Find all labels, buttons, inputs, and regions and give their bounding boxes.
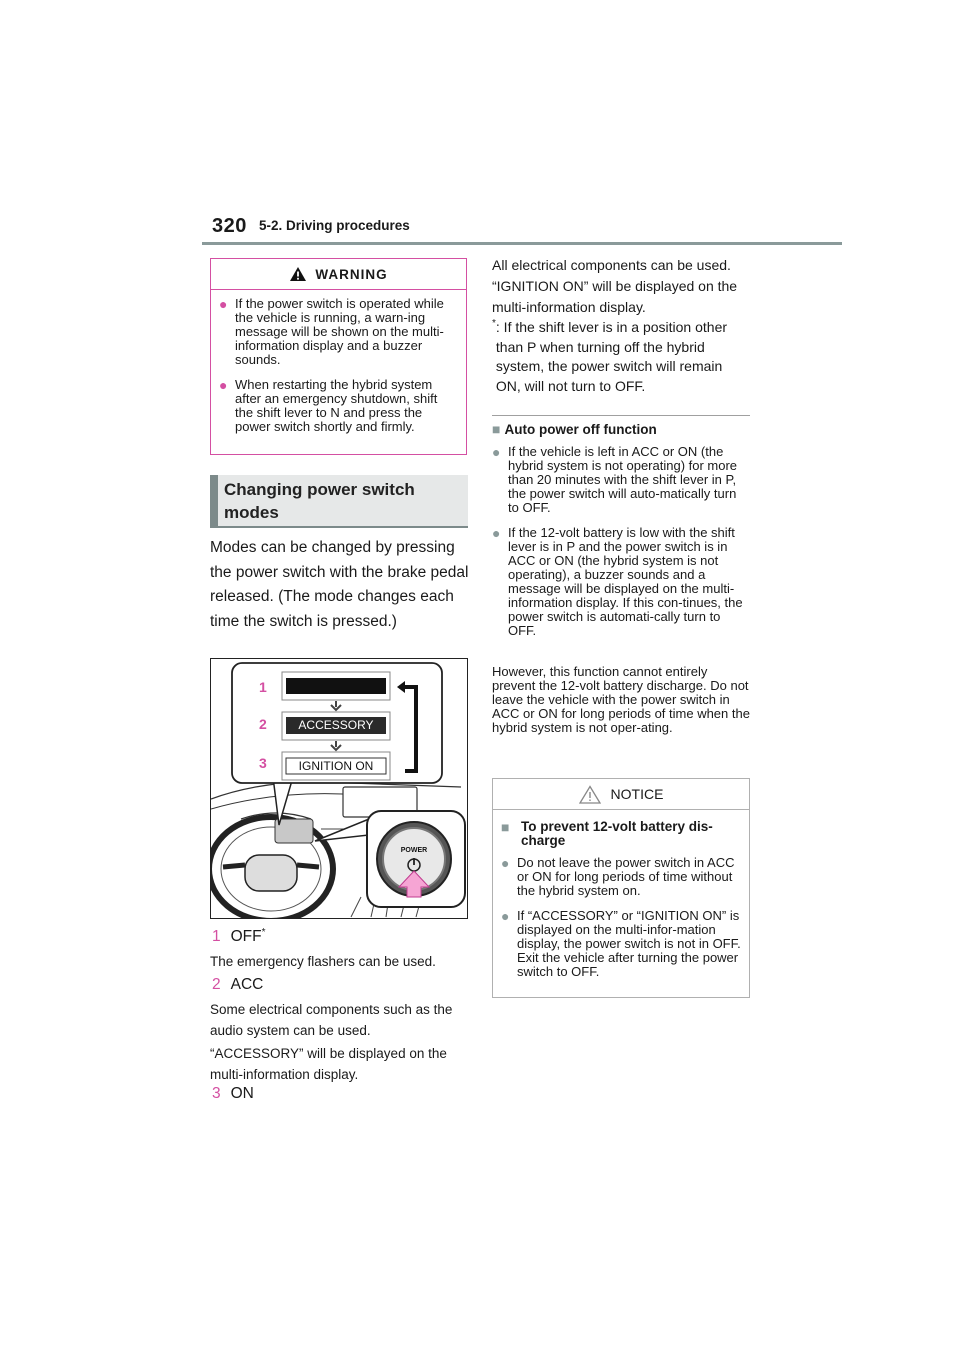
power-button-label: POWER [400, 847, 428, 854]
auto-power-off-title: Auto power off function [504, 422, 657, 437]
footnote [492, 318, 750, 396]
bullet-icon: ● [219, 296, 228, 312]
mode-number: 3 [212, 1085, 221, 1102]
mode-acc-desc-2: “ACCESSORY” will be displayed on the multi-information display. [210, 1046, 447, 1082]
footnote-mark: * [261, 927, 266, 938]
warning-icon [289, 266, 307, 282]
warning-item [219, 297, 458, 367]
list-item-text: If the vehicle is left in ACC or ON (the hybrid system is not operating) for more than 20 minutes with the shift lever in P, the power switch will auto-matically turn to OFF. [508, 444, 738, 515]
notice-item [501, 856, 741, 898]
warning-item-text: When restarting the hybrid system after an emergency shutdown, shift the shift lever to N and press the power switch shortly and firmly. [235, 377, 438, 434]
display-accessory: ACCESSORY [298, 718, 374, 732]
mode-off-desc: The emergency flashers can be used. [210, 954, 436, 969]
auto-power-off-heading [492, 421, 657, 437]
bullet-icon: ● [501, 908, 510, 924]
display-ignition-on: IGNITION ON [298, 759, 374, 773]
notice-item [501, 909, 741, 979]
mode-number: 1 [212, 928, 221, 946]
warning-title: WARNING [315, 266, 388, 282]
notice-title: NOTICE [610, 786, 664, 802]
notice-subtitle-text: To prevent 12-volt battery dis-charge [521, 819, 713, 848]
section-heading [210, 475, 468, 528]
bullet-icon: ● [492, 525, 501, 541]
auto-power-off-note: However, this function cannot entirely prevent the 12-volt battery discharge. Do not leave the vehicle with the power switch in ACC or ON for long periods of time when the hybrid system is not oper-ating. [492, 664, 750, 735]
square-icon: ■ [501, 819, 510, 835]
mode-name: ACC [230, 976, 264, 993]
warning-header [211, 259, 466, 290]
bullet-icon: ● [219, 377, 228, 393]
mode-acc-desc-1: Some electrical components such as the audio system can be used. [210, 1002, 453, 1038]
mode-name: ON [230, 1085, 254, 1102]
list-item [492, 526, 750, 638]
mode-on [212, 1085, 254, 1103]
footnote-text: : If the shift lever is in a position other than P when turning off the hybrid system, the power switch will remain ON, will not turn to OFF. [495, 319, 728, 394]
figure-label-2: 2 [259, 716, 267, 732]
notice-item-text: Do not leave the power switch in ACC or ON for long periods of time without the hybrid system on. [517, 855, 735, 898]
figure-label-3: 3 [259, 755, 267, 771]
on-desc-1: All electrical components can be used. [492, 257, 731, 273]
section-heading-bar [210, 475, 218, 526]
footnote-mark: * [492, 318, 496, 329]
warning-item [219, 378, 458, 434]
dashboard-illustration [211, 659, 467, 918]
divider [492, 415, 750, 416]
figure-label-1: 1 [259, 679, 267, 695]
mode-acc [212, 976, 263, 994]
caution-triangle-icon [579, 785, 601, 804]
header-rule [202, 242, 842, 245]
notice-subtitle [501, 820, 741, 848]
warning-item-text: If the power switch is operated while the vehicle is running, a warn-ing message will be shown on the multi-information display and a buzzer sounds. [235, 296, 444, 367]
mode-off [212, 927, 266, 946]
mode-name: OFF [230, 928, 262, 946]
page-number: 320 [212, 215, 247, 237]
notice-item-text: If “ACCESSORY” or “IGNITION ON” is displayed on the multi-infor-mation display, the power switch is not in OFF. Exit the vehicle after turning the power switch to OFF. [517, 908, 741, 979]
notice-header [493, 779, 749, 810]
warning-box [210, 258, 467, 455]
section-heading-text: Changing power switch modes [224, 480, 415, 522]
on-desc-2: “IGNITION ON” will be displayed on the multi-information display. [492, 278, 738, 315]
section-title: 5-2. Driving procedures [259, 218, 410, 233]
intro-paragraph: Modes can be changed by pressing the power switch with the brake pedal released. (The mode changes each time the switch is pressed.) [210, 539, 469, 630]
bullet-icon: ● [492, 444, 501, 460]
power-switch-figure [210, 658, 468, 919]
bullet-icon: ● [501, 855, 510, 871]
mode-number: 2 [212, 976, 221, 993]
square-icon: ■ [492, 421, 501, 437]
list-item [492, 445, 750, 515]
list-item-text: If the 12-volt battery is low with the shift lever is in P and the power switch is in ACC or ON (the hybrid system is not operating), a buzzer sounds and a message will be displayed on the multi-information display. If this con-tinues, the power switch is automati-cally turn to OFF. [508, 525, 743, 638]
notice-box [492, 778, 750, 998]
auto-power-off-list [492, 445, 750, 638]
